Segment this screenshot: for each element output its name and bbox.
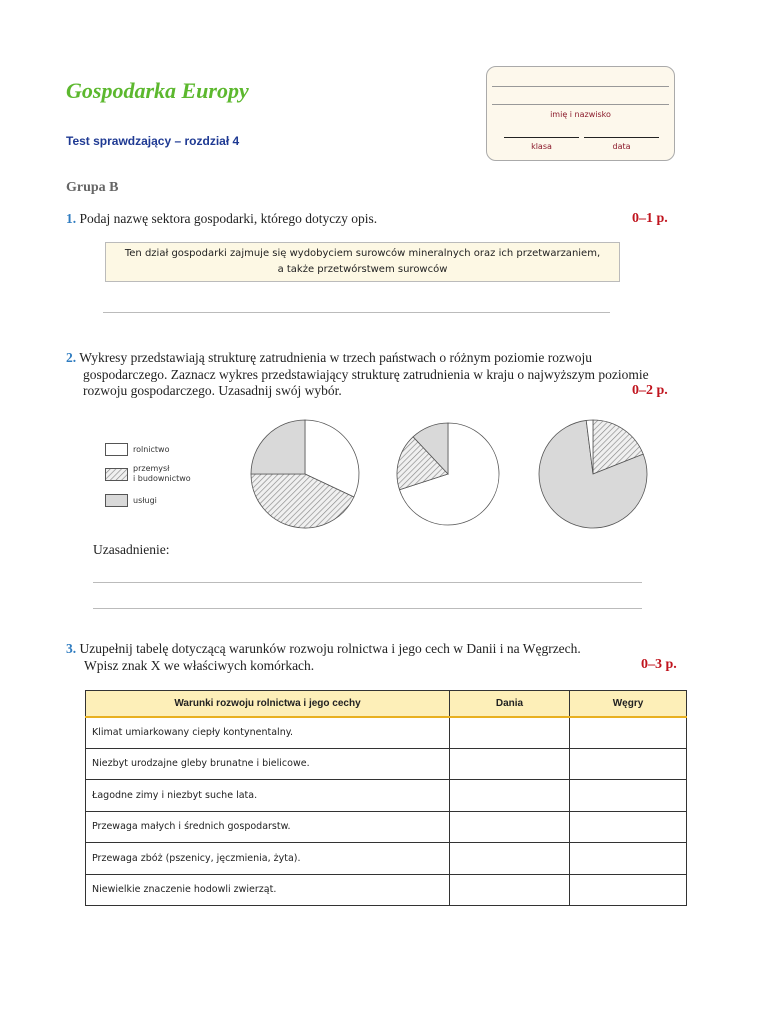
page-title: Gospodarka Europy bbox=[66, 78, 249, 103]
question-text: Wykresy przedstawiają strukturę zatrudnienia w trzech państwach o różnym poziomie rozwoju bbox=[79, 350, 593, 365]
legend-label: rolnictwo bbox=[133, 445, 170, 454]
legend-swatch bbox=[105, 443, 128, 456]
points: 0–3 p. bbox=[641, 657, 677, 672]
question-number: 1. bbox=[66, 211, 77, 226]
student-info-box bbox=[486, 66, 675, 161]
date-label: data bbox=[612, 142, 631, 151]
row-label: Klimat umiarkowany ciepły kontynentalny. bbox=[86, 717, 450, 749]
cell-dania[interactable] bbox=[450, 811, 570, 843]
description-line: a także przetwórstwem surowców bbox=[277, 264, 448, 275]
table-row bbox=[86, 843, 687, 875]
question-text: Wpisz znak X we właściwych komórkach. bbox=[84, 657, 315, 673]
subtitle: Test sprawdzający – rozdział 4 bbox=[66, 134, 240, 148]
cell-wegry[interactable] bbox=[570, 780, 687, 812]
agriculture-table bbox=[85, 690, 687, 906]
class-line[interactable] bbox=[504, 137, 579, 138]
pie-chart-1[interactable] bbox=[251, 420, 359, 528]
pie-charts bbox=[240, 410, 670, 540]
table-row bbox=[86, 780, 687, 812]
class-label: klasa bbox=[531, 142, 552, 151]
name-line-2[interactable] bbox=[492, 104, 669, 105]
answer-line[interactable] bbox=[103, 312, 610, 313]
table-row bbox=[86, 811, 687, 843]
row-label: Łagodne zimy i niezbyt suche lata. bbox=[86, 780, 450, 812]
question-text: gospodarczego. Zaznacz wykres przedstawiający strukturę zatrudnienia w kraju o najwyższym poziomie bbox=[83, 366, 649, 382]
legend-label: przemysł bbox=[133, 464, 170, 473]
cell-dania[interactable] bbox=[450, 874, 570, 906]
question-3 bbox=[66, 641, 686, 674]
answer-line[interactable] bbox=[93, 608, 642, 609]
row-label: Przewaga małych i średnich gospodarstw. bbox=[86, 811, 450, 843]
description-box bbox=[105, 242, 620, 282]
cell-wegry[interactable] bbox=[570, 874, 687, 906]
row-label: Przewaga zbóż (pszenicy, jęczmienia, żyta). bbox=[86, 843, 450, 875]
cell-dania[interactable] bbox=[450, 780, 570, 812]
cell-dania[interactable] bbox=[450, 843, 570, 875]
question-text: Uzupełnij tabelę dotyczącą warunków rozwoju rolnictwa i jego cech w Danii i na Węgrzech. bbox=[79, 641, 581, 656]
description-line: Ten dział gospodarki zajmuje się wydobyciem surowców mineralnych oraz ich przetwarzaniem, bbox=[124, 248, 601, 259]
legend-swatch bbox=[105, 494, 128, 507]
table-row bbox=[86, 717, 687, 749]
legend-label: usługi bbox=[133, 496, 157, 505]
question-text: Podaj nazwę sektora gospodarki, którego dotyczy opis. bbox=[79, 211, 378, 226]
cell-wegry[interactable] bbox=[570, 748, 687, 780]
cell-wegry[interactable] bbox=[570, 843, 687, 875]
column-header: Dania bbox=[450, 691, 570, 717]
table-row bbox=[86, 874, 687, 906]
question-number: 3. bbox=[66, 641, 77, 656]
answer-line[interactable] bbox=[93, 582, 642, 583]
row-label: Niewielkie znaczenie hodowli zwierząt. bbox=[86, 874, 450, 906]
cell-dania[interactable] bbox=[450, 717, 570, 749]
table-row bbox=[86, 748, 687, 780]
column-header: Węgry bbox=[570, 691, 687, 717]
cell-dania[interactable] bbox=[450, 748, 570, 780]
group-label: Grupa B bbox=[66, 180, 119, 195]
question-number: 2. bbox=[66, 350, 77, 365]
points: 0–1 p. bbox=[632, 211, 668, 226]
name-label: imię i nazwisko bbox=[550, 110, 611, 119]
legend-label: i budownictwo bbox=[133, 474, 191, 483]
legend-swatch bbox=[105, 468, 128, 481]
cell-wegry[interactable] bbox=[570, 717, 687, 749]
points: 0–2 p. bbox=[632, 383, 668, 398]
cell-wegry[interactable] bbox=[570, 811, 687, 843]
pie-chart-3[interactable] bbox=[539, 420, 647, 528]
column-header: Warunki rozwoju rolnictwa i jego cechy bbox=[86, 691, 450, 717]
pie-slice-uslugi bbox=[251, 420, 305, 474]
row-label: Niezbyt urodzajne gleby brunatne i bielicowe. bbox=[86, 748, 450, 780]
date-line[interactable] bbox=[584, 137, 659, 138]
justification-label: Uzasadnienie: bbox=[93, 542, 170, 557]
question-2 bbox=[66, 350, 686, 400]
pie-chart-2[interactable] bbox=[397, 423, 499, 525]
question-1 bbox=[66, 211, 377, 228]
name-line-1[interactable] bbox=[492, 86, 669, 87]
question-text: rozwoju gospodarczego. Uzasadnij swój wybór. bbox=[83, 383, 342, 398]
